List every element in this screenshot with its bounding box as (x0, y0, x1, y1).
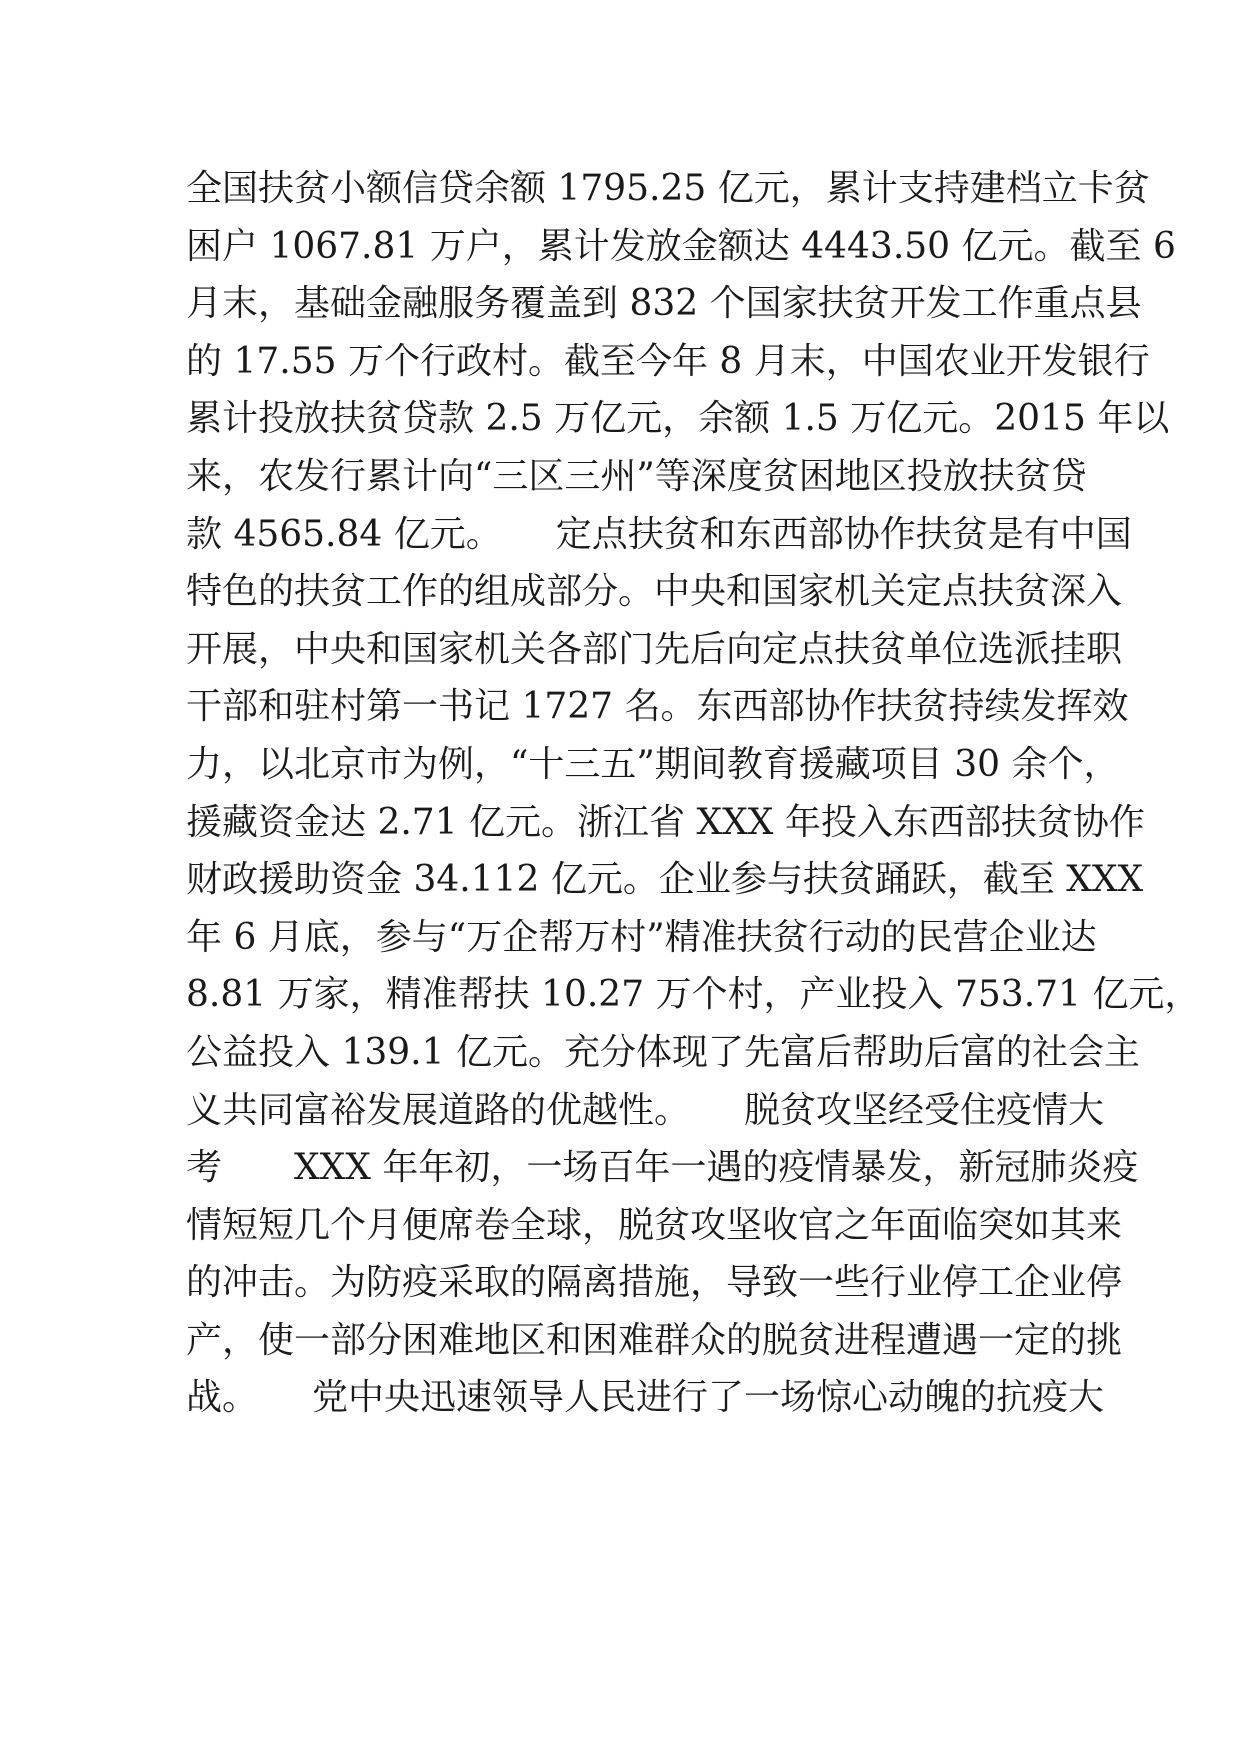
text-line: 战。 党中央迅速领导人民进行了一场惊心动魄的抗疫大 (186, 1377, 1105, 1419)
text-line: 开展，中央和国家机关各部门先后向定点扶贫单位选派挂职 (186, 628, 1123, 670)
text-line: 8.81 万家，精准帮扶 10.27 万个村，产业投入 753.71 亿元， (186, 974, 1201, 1016)
text-line: 情短短几个月便席卷全球，脱贫攻坚收官之年面临突如其来 (186, 1204, 1123, 1246)
text-line: 年 6 月底，参与“万企帮万村”精准扶贫行动的民营企业达 (186, 916, 1097, 958)
body-text (186, 160, 1201, 1427)
text-line: 全国扶贫小额信贷余额 1795.25 亿元，累计支持建档立卡贫 (186, 168, 1150, 209)
text-line: 来，农发行累计向“三区三州”等深度贫困地区投放扶贫贷 (186, 455, 1087, 497)
text-line: 的冲击。为防疫采取的隔离措施，导致一些行业停工企业停 (186, 1262, 1123, 1304)
text-line: 款 4565.84 亿元。 定点扶贫和东西部协作扶贫是有中国 (186, 513, 1132, 555)
text-line: 产，使一部分困难地区和困难群众的脱贫进程遭遇一定的挑 (186, 1319, 1123, 1361)
text-line: 公益投入 139.1 亿元。充分体现了先富后帮助后富的社会主 (186, 1031, 1140, 1073)
text-line: 累计投放扶贫贷款 2.5 万亿元，余额 1.5 万亿元。2015 年以 (186, 398, 1170, 440)
text-line: 困户 1067.81 万户，累计发放金额达 4443.50 亿元。截至 6 (186, 225, 1176, 267)
text-line: 财政援助资金 34.112 亿元。企业参与扶贫踊跃，截至 XXX (186, 859, 1144, 901)
text-line: 的 17.55 万个行政村。截至今年 8 月末，中国农业开发银行 (186, 340, 1150, 382)
text-line: 义共同富裕发展道路的优越性。 脱贫攻坚经受住疫情大 (186, 1089, 1105, 1131)
text-line: 力，以北京市为例，“十三五”期间教育援藏项目 30 余个， (186, 743, 1120, 785)
text-line: 援藏资金达 2.71 亿元。浙江省 XXX 年投入东西部扶贫协作 (186, 801, 1145, 843)
text-line: 特色的扶贫工作的组成部分。中央和国家机关定点扶贫深入 (186, 571, 1123, 613)
text-line: 考 XXX 年年初，一场百年一遇的疫情暴发，新冠肺炎疫 (186, 1147, 1139, 1189)
text-line: 月末，基础金融服务覆盖到 832 个国家扶贫开发工作重点县 (186, 283, 1142, 325)
text-line: 干部和驻村第一书记 1727 名。东西部协作扶贫持续发挥效 (186, 686, 1129, 728)
